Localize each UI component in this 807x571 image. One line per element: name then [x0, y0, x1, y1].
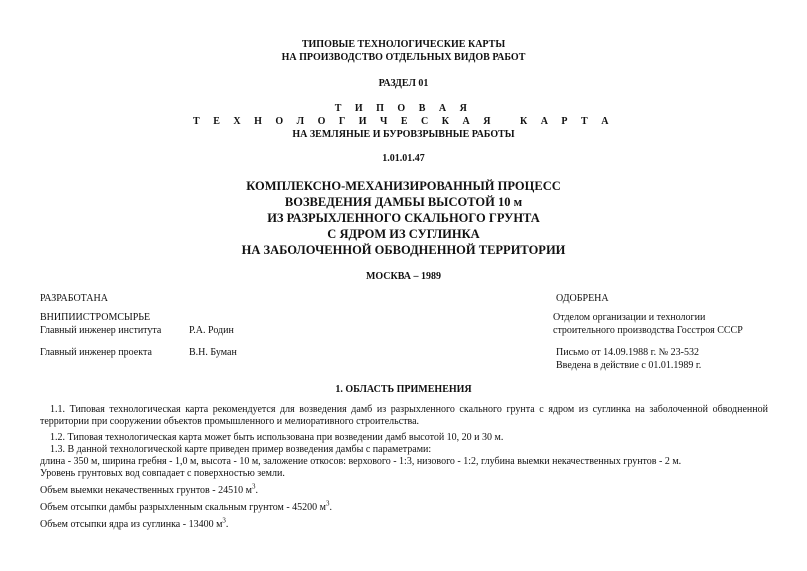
paragraph-1-1: 1.1. Типовая технологическая карта рекомендуется для возведения дамб из разрыхленного скального грунта с ядром из суглинка на заболоченной обводненной территории при сооружении объектов промышленного и мелиоративного строительства. — [40, 404, 768, 427]
dam-parameters: длина - 350 м, ширина гребня - 1,0 м, высота - 10 м, заложение откосов: верхового - 1:3, низового - 1:2, глубина выемки некачественных грунтов - 2 м. — [40, 456, 682, 467]
doc-title-line-1: КОМПЛЕКСНО-МЕХАНИЗИРОВАННЫЙ ПРОЦЕСС — [246, 179, 561, 193]
volume-core-fill: Объем отсыпки ядра из суглинка - 13400 $м^3$. — [40, 516, 229, 530]
groundwater-level: Уровень грунтовых вод совпадает с поверхностью земли. — [40, 468, 285, 479]
city-year: МОСКВА – 1989 — [365, 271, 442, 282]
document-code: 1.01.01.47 — [382, 153, 425, 164]
project-engineer-name: В.Н. Буман — [189, 347, 237, 358]
approver-line-2: строительного производства Госстроя СССР — [553, 325, 743, 336]
volume-rock-fill: Объем отсыпки дамбы разрыхленным скальным грунтом - 45200 $м^3$. — [40, 499, 333, 513]
section-number: РАЗДЕЛ 01 — [378, 78, 429, 89]
effective-date: Введена в действие с 01.01.1989 г. — [556, 360, 702, 371]
doc-title-line-4: С ЯДРОМ ИЗ СУГЛИНКА — [327, 227, 480, 241]
doc-title-line-2: ВОЗВЕДЕНИЯ ДАМБЫ ВЫСОТОЙ 10 м — [284, 195, 523, 209]
series-title: ТИПОВЫЕ ТЕХНОЛОГИЧЕСКИЕ КАРТЫ — [301, 39, 506, 50]
developed-label: РАЗРАБОТАНА — [40, 293, 108, 304]
paragraph-1-2: 1.2. Типовая технологическая карта может быть использована при возведении дамб высотой 10, 20 и 30 м. — [50, 432, 504, 443]
developer-org: ВНИПИИСТРОМСЫРЬЕ — [40, 312, 151, 323]
approved-label: ОДОБРЕНА — [556, 293, 609, 304]
chief-engineer-role: Главный инженер института — [40, 325, 162, 336]
paragraph-1-3: 1.3. В данной технологической карте приведен пример возведения дамбы с параметрами: — [50, 444, 432, 455]
approver-line-1: Отделом организации и технологии — [553, 312, 706, 323]
volume-excavation: Объем выемки некачественных грунтов - 24510 $м^3$. — [40, 482, 258, 496]
chief-engineer-name: Р.А. Родин — [189, 325, 234, 336]
doc-title-line-3: ИЗ РАЗРЫХЛЕННОГО СКАЛЬНОГО ГРУНТА — [267, 211, 540, 225]
approval-letter: Письмо от 14.09.1988 г. № 23-532 — [556, 347, 699, 358]
tech-card-label: Т Е Х Н О Л О Г И Ч Е С К А Я К А Р Т А — [193, 116, 614, 127]
series-subtitle: НА ПРОИЗВОДСТВО ОТДЕЛЬНЫХ ВИДОВ РАБОТ — [281, 52, 526, 63]
works-type: НА ЗЕМЛЯНЫЕ И БУРОВЗРЫВНЫЕ РАБОТЫ — [292, 129, 515, 140]
doc-title-line-5: НА ЗАБОЛОЧЕННОЙ ОБВОДНЕННОЙ ТЕРРИТОРИИ — [241, 243, 566, 257]
section-heading: 1. ОБЛАСТЬ ПРИМЕНЕНИЯ — [335, 384, 472, 395]
project-engineer-role: Главный инженер проекта — [40, 347, 152, 358]
typical-label: Т И П О В А Я — [334, 103, 473, 114]
